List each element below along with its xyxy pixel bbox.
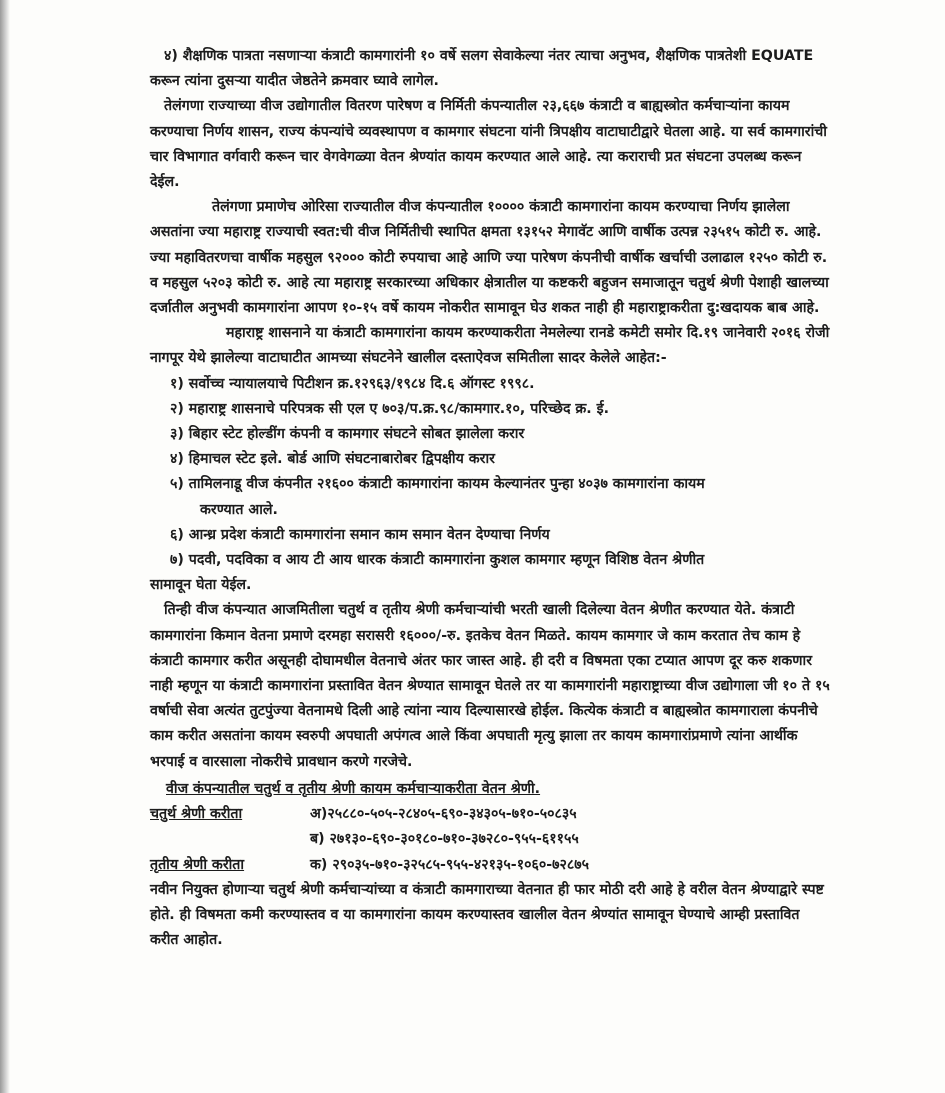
list-item: ४) हिमाचल स्टेट इले. बोर्ड आणि संघटनाबारोबर द्विपक्षीय करार [170,451,495,468]
class3-scale-row [150,853,830,878]
documents-list [150,372,830,574]
class3-scale-c: क) २९०३५-७१०-३२५८५-९५५-४२१३५-१०६०-७२८७५ [310,856,589,873]
scan-shadow-edge [0,0,10,1093]
list-item-text: ५) तामिलनाडू वीज कंपनीत २१६०० कंत्राटी कामगारांना कायम केल्यानंतर पुन्हा ४०३७ कामगारांना कायम [170,476,705,493]
list-item: ७) पदवी, पदविका व आय टी आय धारक कंत्राटी कामगारांना कुशल कामगार म्हणून विशिष्ठ वेतन श्रेणीत [170,552,705,569]
list-item [150,472,830,522]
class4-scale-row-b [150,827,830,852]
point-4-paragraph: ४) शैक्षणिक पात्रता नसणाऱ्या कंत्राटी कामगारांनी १० वर्षे सलग सेवाकेल्या नंतर त्याचा अनुभव, शैक्षणिक पात्रतेशी EQUATE करून त्यांना दुसऱ्या यादीत जेष्ठतेने क्रमवार घ्यावे लागेल. [150,48,814,90]
pay-disparity-paragraph: तिन्ही वीज कंपन्यात आजमितीला चतुर्थ व तृतीय श्रेणी कर्मचाऱ्यांची भरती खाली दिलेल्या वेतन श्रेणीत करण्यात येते. कंत्राटी कामगारांना किमान वेतना प्रमाणे दरमहा सरासरी १६०००/-रु. इतकेच वेतन मिळते. कायम कामगार जे काम करतात तेच काम हे कंत्राटी कामगार करीत असूनही दोघामधील वेतनाचे अंतर फार जास्त आहे. ही दरी व विषमता एका टप्यात आपण दूर करु शकणार नाही म्हणून या कंत्राटी कामगारांना प्रस्तावित वेतन श्रेण्यात सामावून घेतले तर या कामगारांनी महाराष्ट्राच्या वीज उद्योगाला जी १० ते १५ वर्षाची सेवा अत्यंत तुटपुंज्या वेतनामधे दिली आहे त्यांना न्याय दिल्यासारखे होईल. कित्येक कंत्राटी व बाह्यस्त्रोत कामगाराला कंपनीचे काम करीत असतांना कायम स्वरुपी अपघाती अपंगत्व आले किंवा अपघाती मृत्यु झाला तर कायम कामगारांप्रमाणे त्यांना आर्थीक भरपाई व वारसाला नोकरीचे प्रावधान करणे गरजेचे. [150,602,830,770]
closing-paragraph: नवीन नियुक्त होणाऱ्या चतुर्थ श्रेणी कर्मचाऱ्यांच्या व कंत्राटी कामगाराच्या वेतनात ही फार मोठी दरी आहे हे वरील वेतन श्रेण्याद्वारे स्पष्ट होते. ही विषमता कमी करण्यास्तव व या कामगारांना कायम करण्यास्तव खालील वेतन श्रेण्यांत सामावून घेण्याचे आम्ही प्रस्तावित करीत आहोत. [150,881,824,949]
class4-scale-b: ब) २७१३०-६९०-३०१८०-७१०-३७२८०-९५५-६११५५ [310,831,579,848]
class4-label: चतुर्थ श्रेणी करीता [150,806,243,823]
telangana-paragraph: तेलंगणा राज्याच्या वीज उद्योगातील वितरण पारेषण व निर्मिती कंपन्यातील २३,६६७ कंत्राटी व बाह्यस्त्रोत कर्मचाऱ्यांना कायम करण्याचा निर्णय शासन, राज्य कंपन्यांचे व्यवस्थापण व कामगार संघटना यांनी त्रिपक्षीय वाटाघाटीद्वारे घेतला आहे. या सर्व कामगारांची चार विभागात वर्गवारी करून चार वेगवेगळ्या वेतन श्रेण्यांत कायम करण्यात आले आहे. त्या कराराची प्रत संघटना उपलब्ध करून देईल. [150,98,827,191]
list-item: ६) आन्ध्र प्रदेश कंत्राटी कामगारांना समान काम समान वेतन देण्याचा निर्णय [170,526,550,543]
pay-scale-heading: वीज कंपन्यातील चतुर्थ व तृतीय श्रेणी कायम कर्मचाऱ्याकरीता वेतन श्रेणी. [166,780,541,797]
list-item-continuation: करण्यात आले. [200,501,278,518]
class3-label: तृतीय श्रेणी करीता [150,856,245,873]
class4-scale-row-a [150,802,830,827]
orissa-maharashtra-paragraph: तेलंगणा प्रमाणेच ओरिसा राज्यातील वीज कंपन्यातील १०००० कंत्राटी कामगारांना कायम करण्याचा निर्णय झालेला असतांना ज्या महाराष्ट्र राज्याची स्वत:ची वीज निर्मितीची स्थापित क्षमता १३१५२ मेगावॅट आणि वार्षीक उत्पन्न २३५१५ कोटी रु. आहे. ज्या महावितरणचा वार्षीक महसुल ९२००० कोटी रुपयाचा आहे आणि ज्या पारेषण कंपनीची वार्षीक खर्चाची उलाढाल १२५० कोटी रु. व महसुल ५२०३ कोटी रु. आहे त्या महाराष्ट्र सरकारच्या अधिकार क्षेत्रातील या कष्टकरी बहुजन समाजातून चतुर्थ श्रेणी पेशाही खालच्या दर्जातील अनुभवी कामगारांना आपण १०-१५ वर्षे कायम नोकरीत सामावून घेउ शकत नाही ही महाराष्ट्राकरीता दु:खदायक बाब आहे. [150,199,829,317]
list-item-continuation: सामावून घेता येईल. [150,577,252,594]
list-item: १) सर्वोच्च न्यायालयाचे पिटीशन क्र.१२९६३/१९८४ दि.६ ऑगस्ट १९९८. [170,375,535,392]
spacer [150,827,310,852]
list-item: ३) बिहार स्टेट होल्डींग कंपनी व कामगार संघटने सोबत झालेला करार [170,426,525,443]
document-body [150,44,830,953]
class4-scale-a: अ)२५८८०-५०५-२८४०५-६९०-३४३०५-७१०-५०८३५ [310,806,577,823]
list-item: २) महाराष्ट्र शासनाचे परिपत्रक सी एल ए ७०३/प.क्र.९८/कामगार.१०, परिच्छेद क्र. ई. [170,400,609,417]
ranade-committee-paragraph: महाराष्ट्र शासनाने या कंत्राटी कामगारांना कायम करण्याकरीता नेमलेल्या रानडे कमेटी समोर दि.१९ जानेवारी २०१६ रोजी नागपूर येथे झालेल्या वाटाघाटीत आमच्या संघटनेने खालील दस्ताऐवज समितीला सादर केलेले आहेत:- [150,325,830,367]
